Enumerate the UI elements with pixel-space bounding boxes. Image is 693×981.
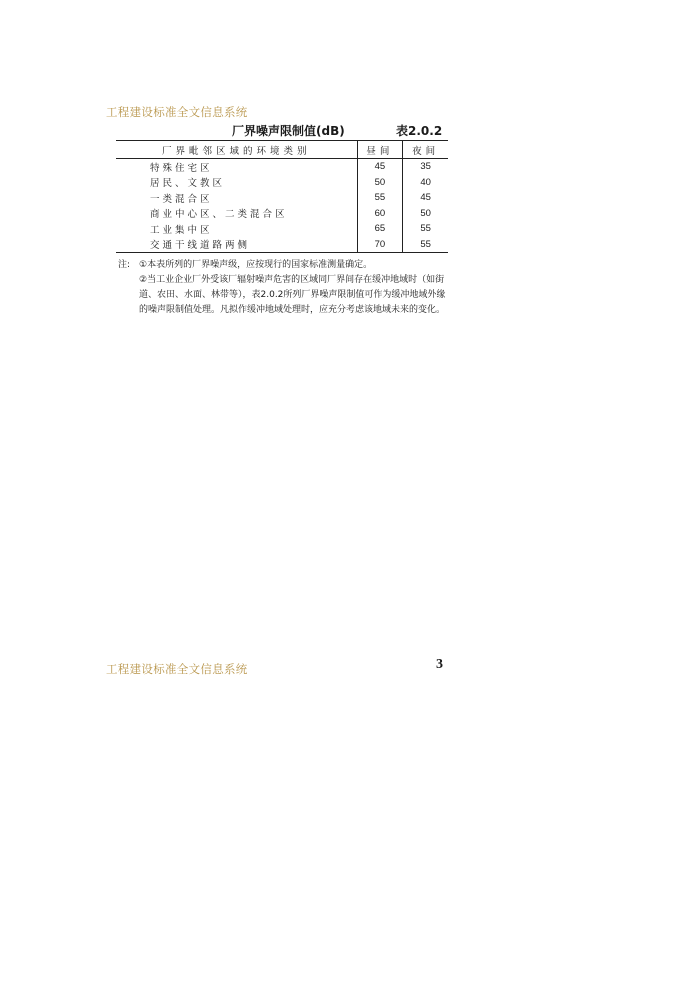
night-value: 35 <box>403 159 448 175</box>
table-row <box>116 190 448 206</box>
night-value: 45 <box>403 190 448 206</box>
night-value: 50 <box>403 206 448 222</box>
watermark-bottom: 工程建设标准全文信息系统 <box>106 662 248 676</box>
night-value: 40 <box>403 175 448 191</box>
table-row <box>116 175 448 191</box>
area-cell: 工业集中区 <box>150 224 213 236</box>
table-row <box>116 237 448 253</box>
note-item-1: ①本表所列的厂界噪声级，应按现行的国家标准测量确定。 <box>139 260 373 270</box>
notes-label: 注: <box>118 260 131 270</box>
area-cell: 居民、文教区 <box>150 178 226 190</box>
noise-limit-table <box>116 140 448 253</box>
note-item-2: ②当工业企业厂外受该厂辐射噪声危害的区域同厂界间存在缓冲地域时（如街道、农田、水面、林带等），表2.0.2所列厂界噪声限制值可作为缓冲地域外缘的噪声限制值处理。凡拟作缓冲地域处理时，应充分考虑该地域未来的变化。 <box>139 275 446 315</box>
header-day: 昼间 <box>357 141 403 159</box>
header-night: 夜间 <box>403 141 448 159</box>
table-row <box>116 221 448 237</box>
header-area: 厂界毗邻区域的环境类别 <box>161 145 311 157</box>
area-cell: 商业中心区、二类混合区 <box>150 209 288 221</box>
day-value: 60 <box>357 206 403 222</box>
page-number: 3 <box>436 657 443 672</box>
day-value: 50 <box>357 175 403 191</box>
night-value: 55 <box>403 221 448 237</box>
night-value: 55 <box>403 237 448 253</box>
day-value: 70 <box>357 237 403 253</box>
day-value: 55 <box>357 190 403 206</box>
area-cell: 一类混合区 <box>150 193 213 205</box>
watermark-top: 工程建设标准全文信息系统 <box>106 105 248 119</box>
table-row <box>116 159 448 175</box>
day-value: 65 <box>357 221 403 237</box>
day-value: 45 <box>357 159 403 175</box>
table-notes <box>118 258 448 318</box>
table-number: 表2.0.2 <box>396 124 443 138</box>
area-cell: 交通干线道路两侧 <box>150 240 251 252</box>
table-row <box>116 206 448 222</box>
table-title: 厂界噪声限制值(dB) <box>232 124 345 138</box>
area-cell: 特殊住宅区 <box>150 162 213 174</box>
table-header-row <box>116 141 448 159</box>
